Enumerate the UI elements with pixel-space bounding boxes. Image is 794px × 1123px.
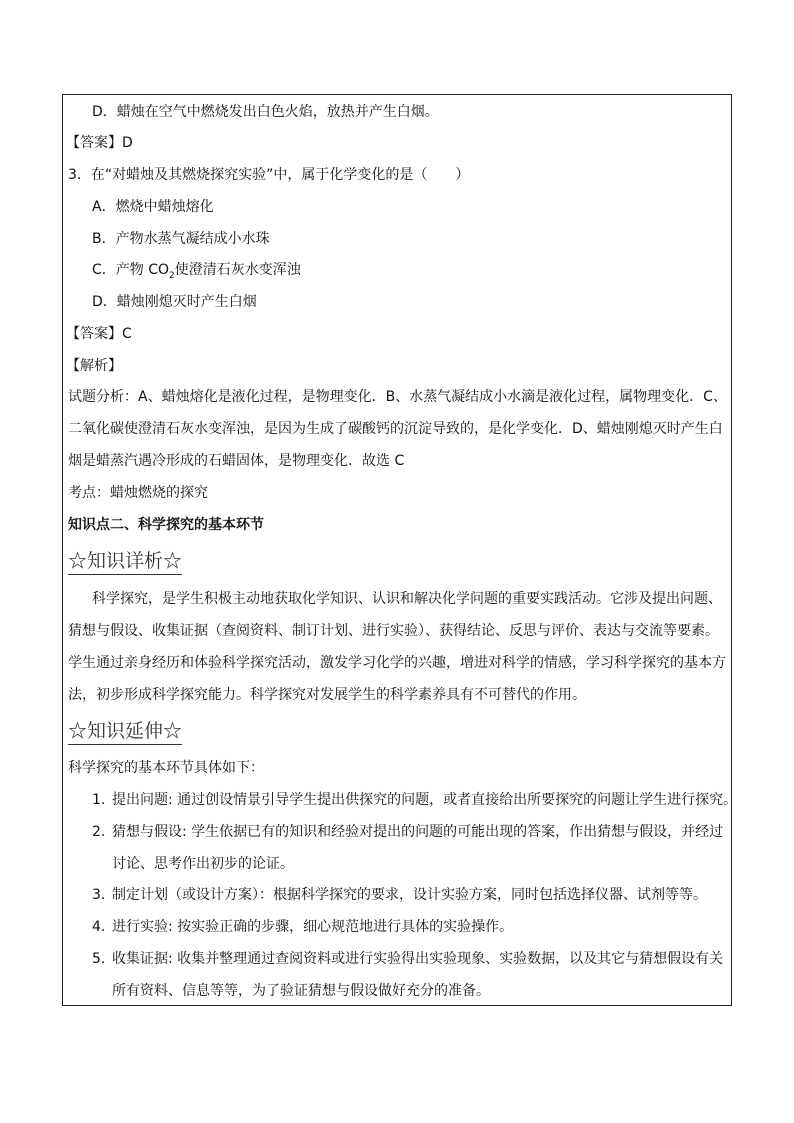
- detail-line-1: 科学探究，是学生积极主动地获取化学知识、认识和解决化学问题的重要实践活动。它涉及提出问题、: [92, 591, 722, 607]
- step-3-number: 3.: [92, 887, 106, 903]
- q2-option-d: D．蜡烛在空气中燃烧发出白色火焰，放热并产生白烟。: [92, 104, 439, 120]
- extension-intro: 科学探究的基本环节具体如下：: [68, 760, 264, 776]
- q3-option-c-sub: 2: [169, 270, 175, 281]
- step-2-number: 2.: [92, 824, 106, 840]
- step-5-text: 收集证据: 收集并整理通过查阅资料或进行实验得出实验现象、实验数据，以及其它与猜想假设有关: [112, 951, 724, 967]
- step-3: [92, 886, 707, 904]
- q3-option-c-post: 使澄清石灰水变浑浊: [174, 262, 301, 278]
- q3-analysis-label: 【解析】: [66, 358, 122, 374]
- step-2-text-continued: 讨论、思考作出初步的论证。: [112, 856, 294, 872]
- step-4-text: 进行实验: 按实验正确的步骤，细心规范地进行具体的实验操作。: [112, 919, 514, 935]
- knowledge2-title: 知识点二、科学探究的基本环节: [68, 517, 264, 533]
- q3-option-a: A．燃烧中蜡烛熔化: [92, 199, 214, 215]
- q3-kaodian: 考点：蜡烛燃烧的探究: [68, 485, 208, 501]
- q3-analysis-line-2: 二氧化碳使澄清石灰水变浑浊，是因为生成了碳酸钙的沉淀导致的，是化学变化．D、蜡烛刚熄灭时产生白: [68, 421, 723, 437]
- step-1: [92, 791, 737, 809]
- step-4-number: 4.: [92, 919, 106, 935]
- q3-answer: 【答案】C: [66, 326, 132, 342]
- step-4: [92, 918, 513, 936]
- q3-analysis-line-3: 烟是蜡蒸汽遇冷形成的石蜡固体，是物理变化．故选 C: [68, 453, 405, 469]
- q2-answer: 【答案】D: [66, 135, 133, 151]
- detail-heading: ☆知识详析☆: [68, 549, 182, 575]
- q3-option-b: B．产物水蒸气凝结成小水珠: [92, 231, 270, 247]
- step-2-text: 猜想与假设: 学生依据已有的知识和经验对提出的问题的可能出现的答案，作出猜想与假设，并经过: [112, 824, 724, 840]
- step-3-text: 制定计划（或设计方案）：根据科学探究的要求，设计实验方案，同时包括选择仪器、试剂等等。: [112, 887, 707, 903]
- step-5: [92, 950, 723, 968]
- extension-heading: ☆知识延伸☆: [68, 719, 182, 745]
- step-2: [92, 823, 723, 841]
- detail-line-4: 法，初步形成科学探究能力。科学探究对发展学生的科学素养具有不可替代的作用。: [68, 687, 586, 703]
- q3-option-d: D．蜡烛刚熄灭时产生白烟: [92, 294, 257, 310]
- detail-line-2: 猜想与假设、收集证据（查阅资料、制订计划、进行实验）、获得结论、反思与评价、表达与交流等要素。: [68, 623, 719, 639]
- q3-option-c: [92, 261, 301, 279]
- q3-analysis-line-1: 试题分析：A、蜡烛熔化是液化过程，是物理变化．B、水蒸气凝结成小水滴是液化过程，属物理变化．C、: [68, 389, 727, 405]
- step-5-number: 5.: [92, 951, 106, 967]
- step-5-text-continued: 所有资料、信息等等，为了验证猜想与假设做好充分的准备。: [112, 983, 490, 999]
- step-1-text: 提出问题: 通过创设情景引导学生提出供探究的问题，或者直接给出所要探究的问题让学生进行探究。: [112, 792, 738, 808]
- q3-stem: 3．在“对蜡烛及其燃烧探究实验”中，属于化学变化的是（ ）: [68, 167, 470, 183]
- step-1-number: 1.: [92, 792, 106, 808]
- detail-line-3: 学生通过亲身经历和体验科学探究活动，激发学习化学的兴趣，增进对科学的情感，学习科学探究的基本方: [68, 655, 726, 671]
- q3-option-c-pre: C．产物 CO: [92, 262, 170, 278]
